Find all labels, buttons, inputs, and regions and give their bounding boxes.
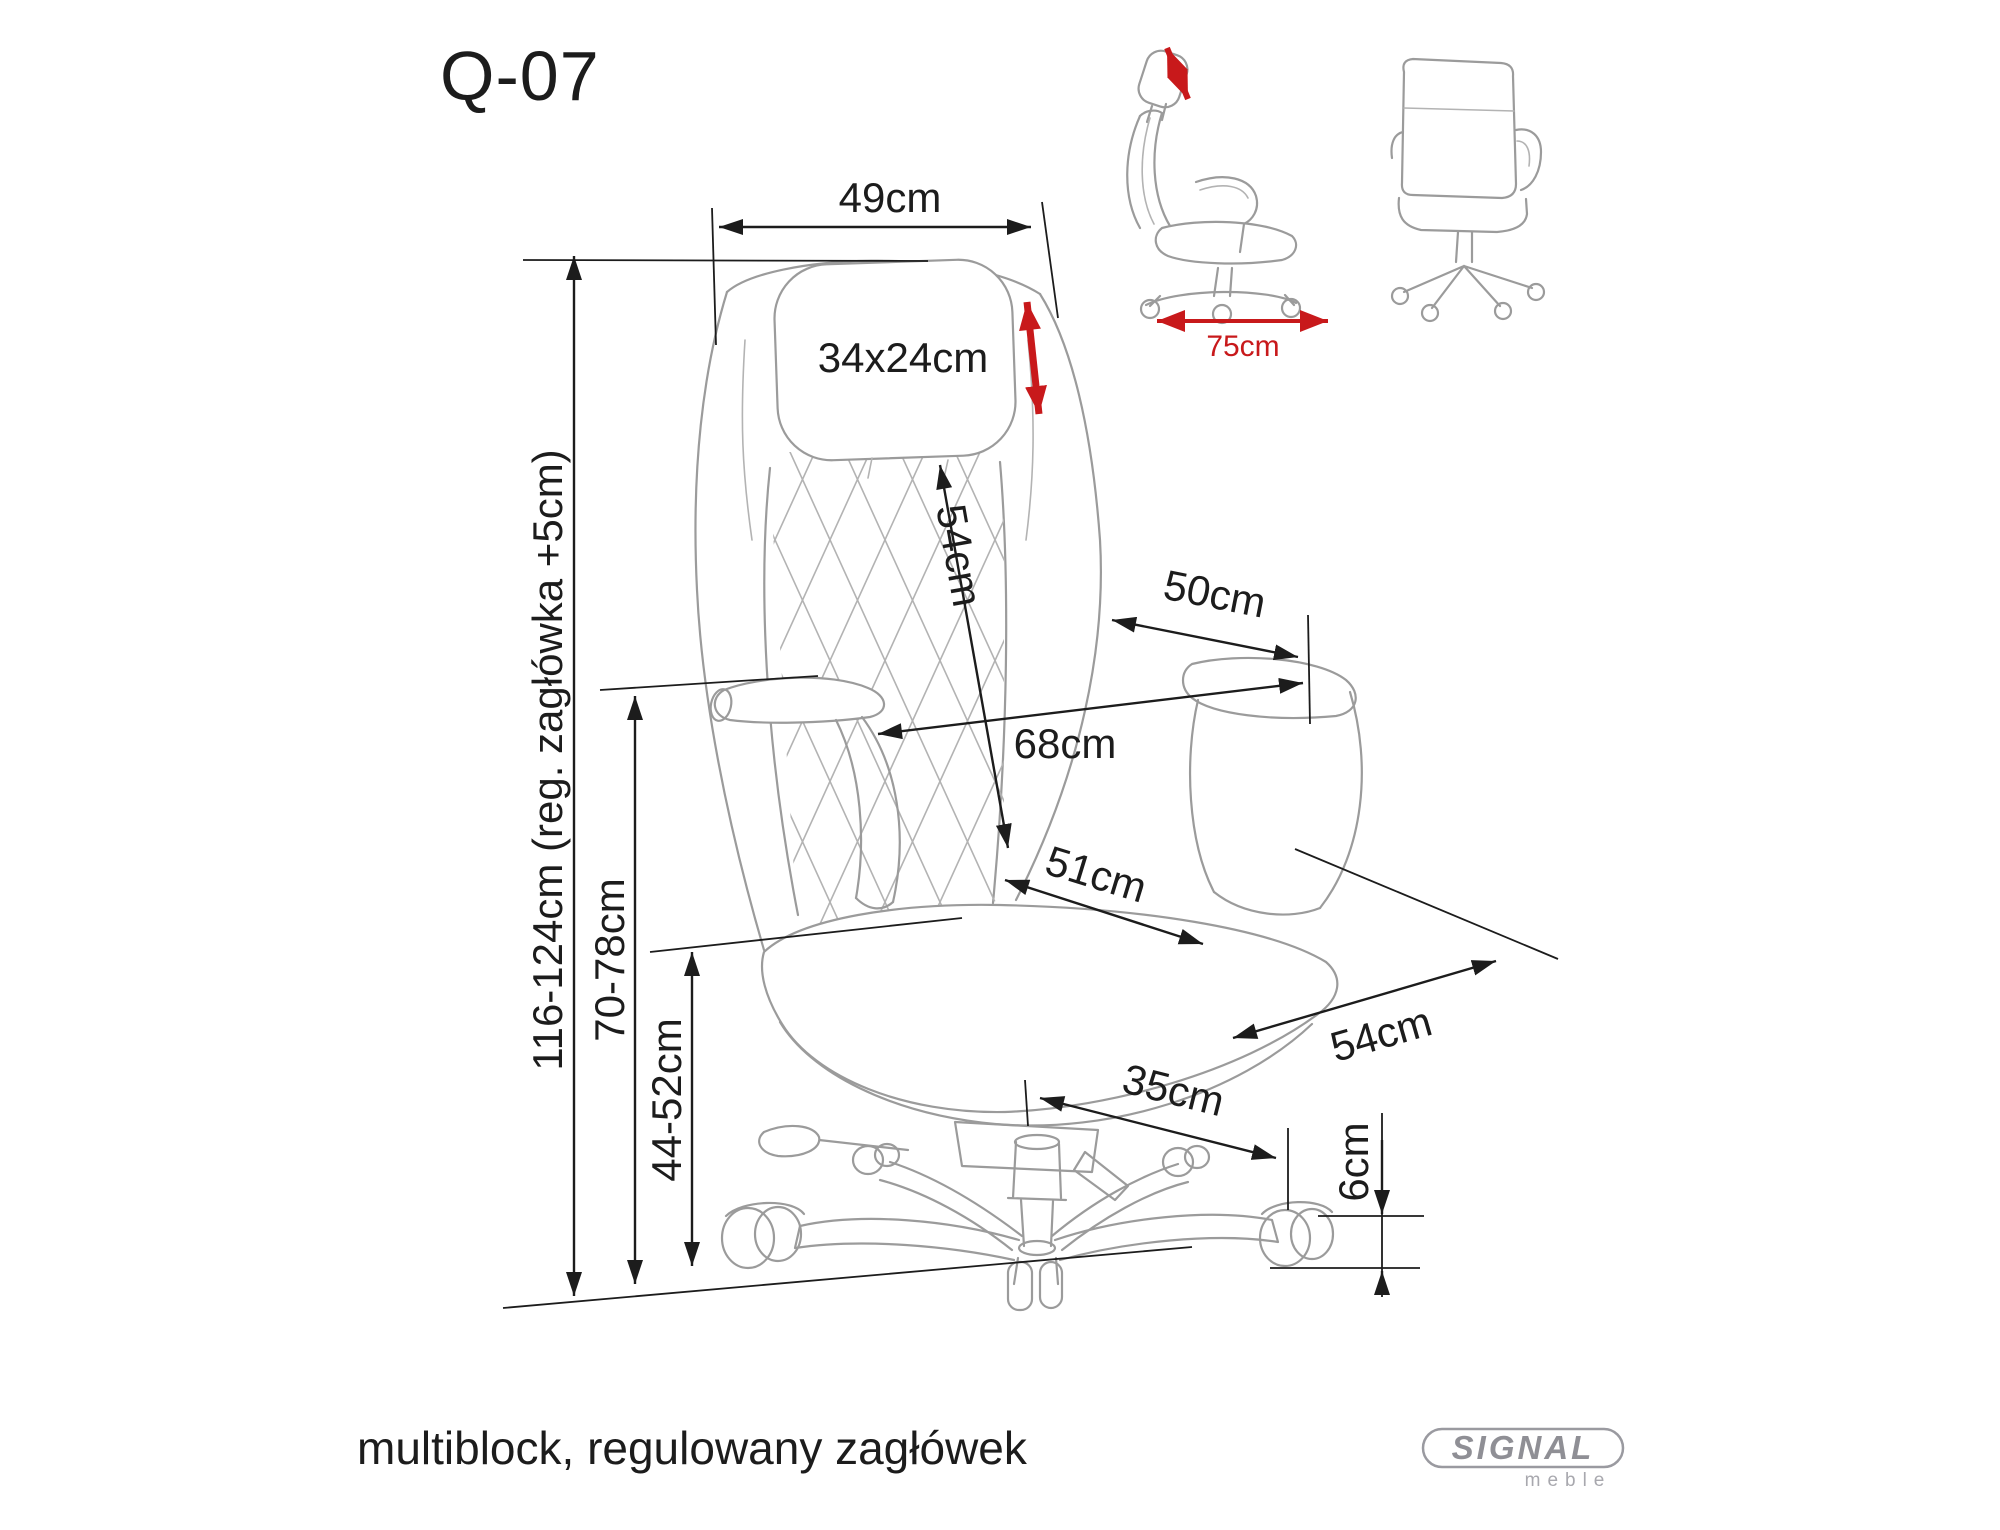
brand-logo (1423, 1429, 1623, 1491)
dim-seat-height-label: 44-52cm (643, 1018, 690, 1182)
right-armrest (1183, 658, 1362, 915)
dim-total-height-label: 116-124cm (reg. zagłówka +5cm) (524, 449, 571, 1071)
dim-backrest-width-label: 68cm (1013, 720, 1117, 767)
seat-cushion (762, 905, 1337, 1126)
dim-caster-height-label: 6cm (1330, 1122, 1377, 1202)
dim-seat-depth-label: 51cm (1040, 836, 1153, 912)
dim-seat-width-label: 54cm (1325, 997, 1437, 1071)
dim-armrest-length-label: 50cm (1159, 560, 1270, 627)
logo-brand-text: SIGNAL (1451, 1429, 1595, 1466)
back-view-chair (1391, 59, 1544, 321)
dim-backrest-diagonal-label: 54cm (927, 500, 992, 611)
dim-backrest-diagonal (927, 465, 1008, 848)
base-star (795, 1162, 1278, 1284)
page-title: Q-07 (440, 37, 600, 115)
side-view-chair (1127, 47, 1300, 323)
logo-tagline-text: meble (1524, 1470, 1612, 1491)
dimension-annotations (503, 174, 1558, 1308)
left-armrest (708, 678, 900, 909)
footer-features: multiblock, regulowany zagłówek (357, 1422, 1027, 1474)
dim-side-depth (1157, 321, 1328, 363)
dim-headrest-width-label: 49cm (838, 174, 942, 221)
dim-side-depth-label: 75cm (1206, 330, 1280, 363)
dim-caster-height (1270, 1113, 1424, 1297)
dim-base-leg-label: 35cm (1117, 1054, 1230, 1126)
ground-line (503, 1247, 1192, 1308)
dim-headrest-size-label: 34x24cm (817, 334, 989, 381)
dim-armrest-height-label: 70-78cm (586, 878, 633, 1042)
